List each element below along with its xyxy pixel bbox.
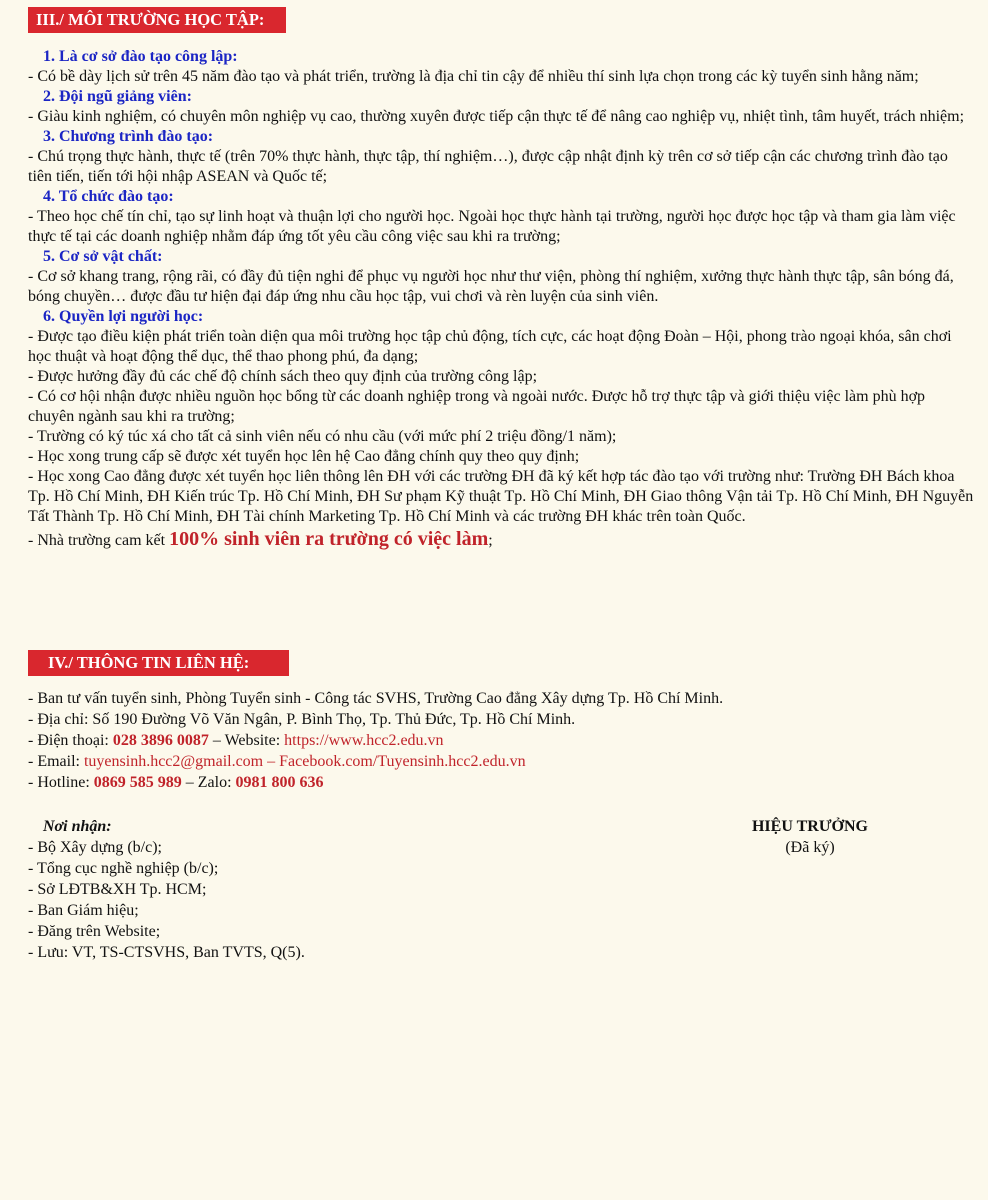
paragraph-training-organization: - Theo học chế tín chỉ, tạo sự linh hoạt và thuận lợi cho người học. Ngoài học thực hành tại trường, người học được học tập và tham gia làm việc thực tế tại các doanh nghiệp nhằm đáp ứng tốt yêu cầu công việc sau khi ra trường; (28, 208, 956, 245)
benefit-item: - Được tạo điều kiện phát triển toàn diện qua môi trường học tập chủ động, tích cực, các hoạt động Đoàn – Hội, phong trào ngoại khóa, sân chơi học thuật và hoạt động thể dục, thể thao phong phú, đa dạng; (28, 328, 952, 365)
phone-label: - Điện thoại: (28, 732, 113, 749)
zalo-number: 0981 800 636 (235, 774, 324, 791)
website-label: – Website: (208, 732, 285, 749)
heading-student-benefits: 6. Quyền lợi người học: (43, 308, 204, 325)
recipients-title: Nơi nhận: (43, 818, 112, 835)
commitment-highlight: 100% sinh viên ra trường có việc làm (169, 528, 489, 550)
signature-title: HIỆU TRƯỞNG (751, 818, 868, 835)
zalo-label: – Zalo: (181, 774, 236, 791)
recipient-item: - Tổng cục nghề nghiệp (b/c); (28, 860, 219, 877)
contact-hotline-zalo (28, 772, 974, 793)
paragraph-public-institution: - Có bề dày lịch sử trên 45 năm đào tạo và phát triển, trường là địa chỉ tin cậy để nhiều thí sinh lựa chọn trong các kỳ tuyển sinh hằng năm; (28, 68, 919, 85)
signature-status: (Đã ký) (785, 839, 835, 856)
section-4-banner: IV./ THÔNG TIN LIÊN HỆ: (28, 650, 289, 676)
website-link[interactable]: https://www.hcc2.edu.vn (284, 732, 444, 749)
recipient-item: - Sở LĐTB&XH Tp. HCM; (28, 881, 207, 898)
email-label: - Email: (28, 753, 84, 770)
recipient-item: - Đăng trên Website; (28, 923, 161, 940)
recipient-item: - Bộ Xây dựng (b/c); (28, 839, 162, 856)
commitment-suffix: ; (488, 532, 493, 549)
contact-office: - Ban tư vấn tuyển sinh, Phòng Tuyển sinh - Công tác SVHS, Trường Cao đẳng Xây dựng Tp. Hồ Chí Minh. (28, 690, 724, 707)
heading-curriculum: 3. Chương trình đào tạo: (43, 128, 214, 145)
commitment-prefix: - Nhà trường cam kết (28, 532, 170, 549)
heading-facilities: 5. Cơ sở vật chất: (43, 248, 163, 265)
benefit-item: - Có cơ hội nhận được nhiều nguồn học bổng từ các doanh nghiệp trong và ngoài nước. Được hỗ trợ thực tập và giới thiệu việc làm phù hợp chuyên ngành sau khi ra trường; (28, 388, 926, 425)
benefit-item: - Học xong Cao đẳng được xét tuyển học liên thông lên ĐH với các trường ĐH đã ký kết hợp tác đào tạo với trường như: Trường ĐH Bách khoa Tp. Hồ Chí Minh, ĐH Kiến trúc Tp. Hồ Chí Minh, ĐH Sư phạm Kỹ thuật Tp. Hồ Chí Minh, ĐH Giao thông Vận tải Tp. Hồ Chí Minh, ĐH Nguyễn Tất Thành Tp. Hồ Chí Minh, ĐH Tài chính Marketing Tp. Hồ Chí Minh và các trường ĐH khác trên toàn Quốc. (28, 468, 974, 525)
benefit-commitment (28, 527, 974, 553)
benefit-item: - Học xong trung cấp sẽ được xét tuyển học lên hệ Cao đẳng chính quy theo quy định; (28, 448, 580, 465)
contact-info (28, 688, 974, 793)
phone-number: 028 3896 0087 (112, 732, 209, 749)
section-3-banner: III./ MÔI TRƯỜNG HỌC TẬP: (28, 7, 286, 33)
heading-lecturers: 2. Đội ngũ giảng viên: (43, 88, 192, 105)
email-link[interactable]: tuyensinh.hcc2@gmail.com (83, 753, 264, 770)
benefit-item: - Trường có ký túc xá cho tất cả sinh viên nếu có nhu cầu (với mức phí 2 triệu đồng/1 năm); (28, 428, 617, 445)
recipient-item: - Ban Giám hiệu; (28, 902, 139, 919)
contact-address: - Địa chỉ: Số 190 Đường Võ Văn Ngân, P. Bình Thọ, Tp. Thủ Đức, Tp. Hồ Chí Minh. (28, 711, 576, 728)
facebook-separator: – (263, 753, 280, 770)
paragraph-curriculum: - Chú trọng thực hành, thực tế (trên 70% thực hành, thực tập, thí nghiệm…), được cập nhật định kỳ trên cơ sở tiếp cận các chương trình đào tạo tiên tiến, tiến tới hội nhập ASEAN và Quốc tế; (28, 148, 948, 185)
heading-public-institution: 1. Là cơ sở đào tạo công lập: (43, 48, 238, 65)
recipients-list (28, 816, 528, 963)
paragraph-facilities: - Cơ sở khang trang, rộng rãi, có đầy đủ tiện nghi để phục vụ người học như thư viện, phòng thí nghiệm, xưởng thực hành thực tập, sân bóng đá, bóng chuyền… được đầu tư hiện đại đáp ứng nhu cầu học tập, vui chơi và rèn luyện của sinh viên. (28, 268, 954, 305)
contact-email-facebook (28, 751, 974, 772)
contact-phone-website (28, 730, 974, 751)
benefit-item: - Được hưởng đầy đủ các chế độ chính sách theo quy định của trường công lập; (28, 368, 538, 385)
hotline-label: - Hotline: (28, 774, 94, 791)
signature-block (712, 816, 908, 858)
recipient-item: - Lưu: VT, TS-CTSVHS, Ban TVTS, Q(5). (28, 944, 305, 961)
paragraph-lecturers: - Giàu kinh nghiệm, có chuyên môn nghiệp vụ cao, thường xuyên được tiếp cận thực tế để nâng cao nghiệp vụ, nhiệt tình, tâm huyết, trách nhiệm; (28, 108, 965, 125)
facebook-link[interactable]: Facebook.com/Tuyensinh.hcc2.edu.vn (279, 753, 526, 770)
hotline-number: 0869 585 989 (93, 774, 182, 791)
section-3-body (28, 47, 974, 553)
heading-training-organization: 4. Tổ chức đào tạo: (43, 188, 174, 205)
